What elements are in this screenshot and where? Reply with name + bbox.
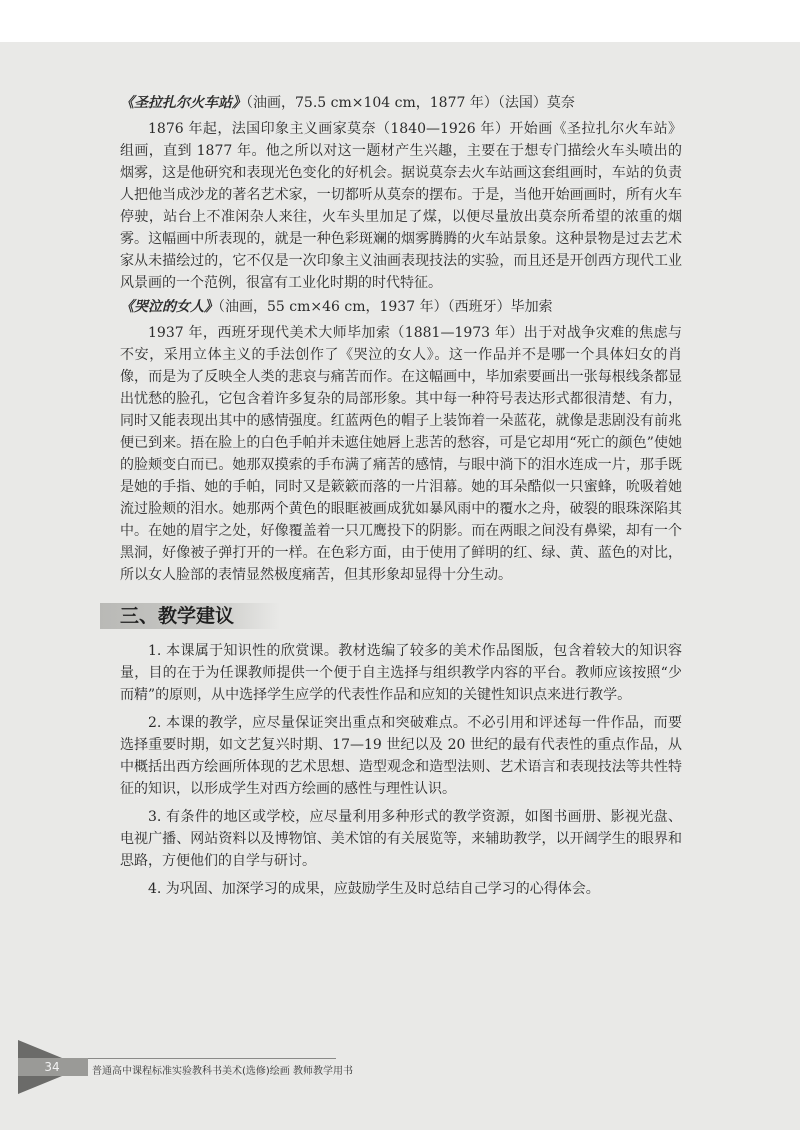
entry-title-picasso bbox=[120, 296, 682, 318]
section-heading-band bbox=[100, 603, 280, 629]
section-heading: 三、教学建议 bbox=[120, 605, 235, 627]
page-number: 34 bbox=[44, 1060, 60, 1074]
teaching-suggestions bbox=[120, 640, 682, 906]
footer-book-title: 普通高中课程标准实验教科书美术(选修)绘画 教师教学用书 bbox=[92, 1066, 353, 1077]
entry-paragraph-picasso: 1937 年，西班牙现代美术大师毕加索（1881—1973 年）出于对战争灾难的焦虑与不安，采用立体主义的手法创作了《哭泣的女人》。这一作品并不是哪一个具体妇女的肖像，而是为了反映全人类的悲哀与痛苦而作。在这幅画中，毕加索要画出一张每根线条都显出忧愁的脸孔，它包含着许多复杂的局部形象。其中每一种符号表达形式都很清楚、有力，同时又能表现出其中的感情强度。红蓝两色的帽子上装饰着一朵蓝花，就像是悲剧没有前兆便已到来。捂在脸上的白色手帕并未遮住她唇上悲苦的愁容，可是它却用“死亡的颜色”使她的脸颊变白而已。她那双摸索的手布满了痛苦的感情，与眼中淌下的泪水连成一片，那手既是她的手指、她的手帕，同时又是簌簌而落的一片泪幕。她的耳朵酷似一只蜜蜂，吮吸着她流过脸颊的泪水。她那两个黄色的眼眶被画成犹如暴风雨中的覆水之舟，破裂的眼珠深陷其中。在她的眉宇之处，好像覆盖着一只兀鹰投下的阴影。而在两眼之间没有鼻梁，却有一个黑洞，好像被子弹打开的一样。在色彩方面，由于使用了鲜明的红、绿、黄、蓝色的对比，所以女人脸部的表情显然极度痛苦，但其形象却显得十分生动。 bbox=[120, 325, 682, 583]
artwork-title: 《圣拉扎尔火车站》 bbox=[120, 95, 246, 111]
suggestion-item: 3. 有条件的地区或学校，应尽量利用多种形式的教学资源，如图书画册、影视光盘、电视广播、网站资料以及博物馆、美术馆的有关展览等，来辅助教学，以开阔学生的眼界和思路，方便他们的自学与研讨。 bbox=[120, 809, 682, 869]
artwork-meta: （油画，55 cm×46 cm，1937 年）（西班牙）毕加索 bbox=[218, 299, 553, 315]
suggestion-item: 1. 本课属于知识性的欣赏课。教材选编了较多的美术作品图版，包含着较大的知识容量，目的在于为任课教师提供一个便于自主选择与组织教学内容的平台。教师应该按照“少而精”的原则，从中选择学生应学的代表性作品和应知的关键性知识点来进行教学。 bbox=[120, 643, 682, 703]
artwork-entries bbox=[120, 92, 682, 586]
suggestion-item: 4. 为巩固、加深学习的成果，应鼓励学生及时总结自己学习的心得体会。 bbox=[148, 881, 600, 897]
artwork-title: 《哭泣的女人》 bbox=[120, 299, 218, 315]
footer-divider bbox=[88, 1058, 336, 1059]
suggestion-item: 2. 本课的教学，应尽量保证突出重点和突破难点。不必引用和评述每一件作品，而要选择重要时期，如文艺复兴时期、17—19 世纪以及 20 世纪的最有代表性的重点作品，从中概括出西方绘画所体现的艺术思想、造型观念和造型法则、艺术语言和表现技法等共性特征的知识，以形成学生对西方绘画的感性与理性认识。 bbox=[120, 715, 682, 797]
entry-paragraph-monet: 1876 年起，法国印象主义画家莫奈（1840—1926 年）开始画《圣拉扎尔火车站》组画，直到 1877 年。他之所以对这一题材产生兴趣，主要在于想专门描绘火车头喷出的烟雾，这是他研究和表现光色变化的好机会。据说莫奈去火车站画这套组画时，车站的负责人把他当成沙龙的著名艺术家，一切都听从莫奈的摆布。于是，当他开始画画时，所有火车停驶，站台上不准闲杂人来往，火车头里加足了煤，以便尽量放出莫奈所希望的浓重的烟雾。这幅画中所表现的，就是一种色彩斑斓的烟雾腾腾的火车站景象。这种景物是过去艺术家从未描绘过的，它不仅是一次印象主义油画表现技法的实验，而且还是开创西方现代工业风景画的一个范例，很富有工业化时期的时代特征。 bbox=[120, 121, 682, 291]
artwork-meta: （油画，75.5 cm×104 cm，1877 年）（法国）莫奈 bbox=[246, 95, 575, 111]
entry-title-monet bbox=[120, 92, 682, 114]
